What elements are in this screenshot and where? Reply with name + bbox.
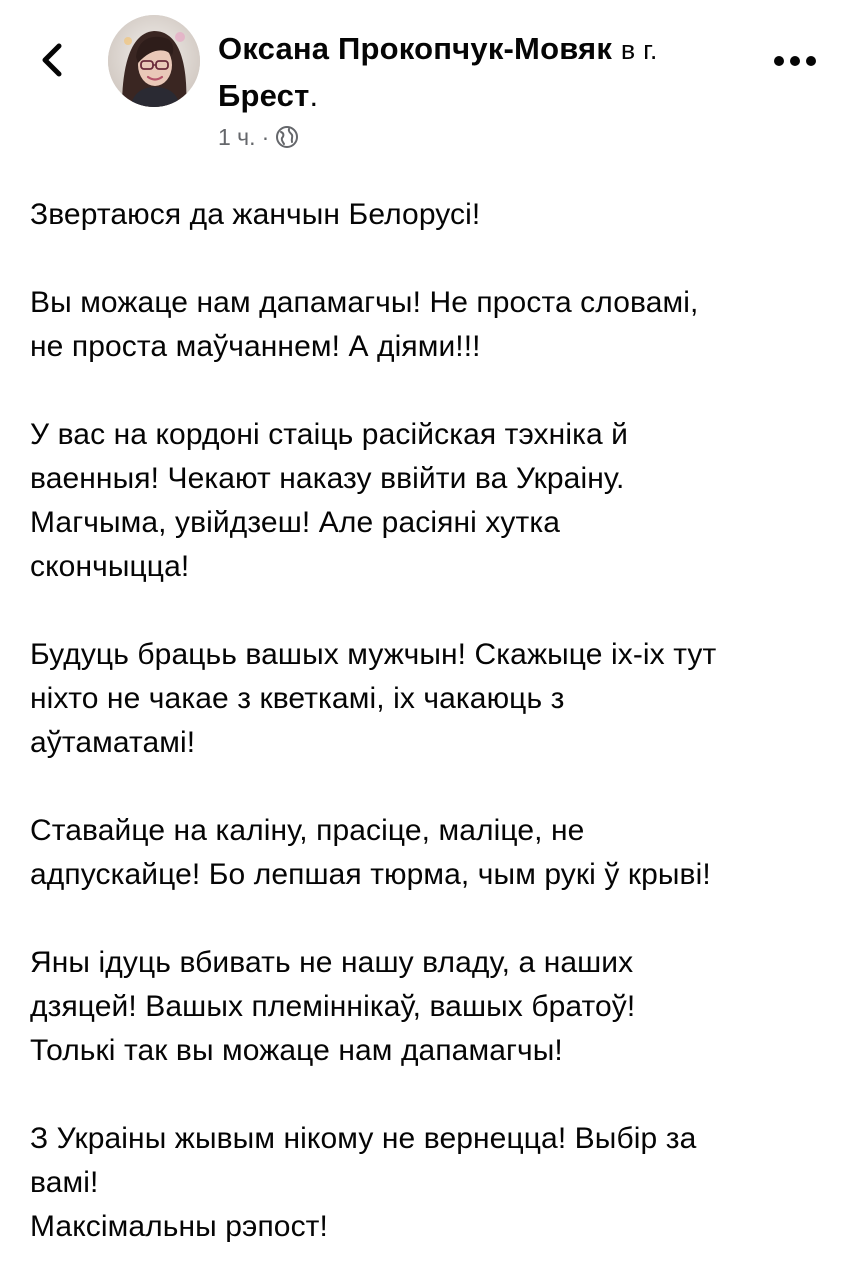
globe-icon [275,125,299,149]
post-paragraph: Ставайце на каліну, прасіце, маліце, не адпускайце! Бо лепшая тюрма, чым рукі ў крыві! [30,814,711,891]
post-paragraph: З Украіны жывым нікому не вернецца! Выбір за вамі! Максімальны рэпост! [30,1122,697,1243]
post-text [30,193,830,1249]
author-line [218,26,738,119]
location-period: . [309,78,319,113]
meta-separator: · [261,123,270,150]
avatar[interactable] [108,15,200,107]
more-horizontal-icon [773,55,817,67]
post-paragraph: Будуць брацьь вашых мужчын! Скажыце іх-іх тут ніхто не чакае з кветкамі, іх чакаюць з аўтаматамі! [30,638,717,759]
back-button[interactable] [30,38,74,82]
post-meta [218,122,299,152]
post-paragraph: Звертаюся да жанчын Белорусі! [30,198,481,231]
post-header [0,0,845,160]
location-prefix: в г. [620,35,658,65]
post-paragraph: У вас на кордоні стаіць расійская тэхніка й ваенныя! Чекают наказу ввійти ва Украіну. Магчыма, увійдзеш! Але расіяні хутка скончыцца! [30,418,629,583]
post-paragraph: Яны ідуць вбивать не нашу владу, а наших дзяцей! Вашых племіннікаў, вашых братоў! Толькі так вы можаце нам дапамагчы! [30,946,636,1067]
post-paragraph: Вы можаце нам дапамагчы! Не проста словамі, не проста маўчаннем! А діями!!! [30,286,699,363]
chevron-left-icon [39,42,65,78]
avatar-image [108,15,200,107]
more-options-button[interactable] [770,46,820,76]
post-timestamp[interactable]: 1 ч. [218,123,256,150]
location-link[interactable]: Брест [218,78,310,113]
author-name[interactable]: Оксана Прокопчук-Мовяк [218,31,613,66]
